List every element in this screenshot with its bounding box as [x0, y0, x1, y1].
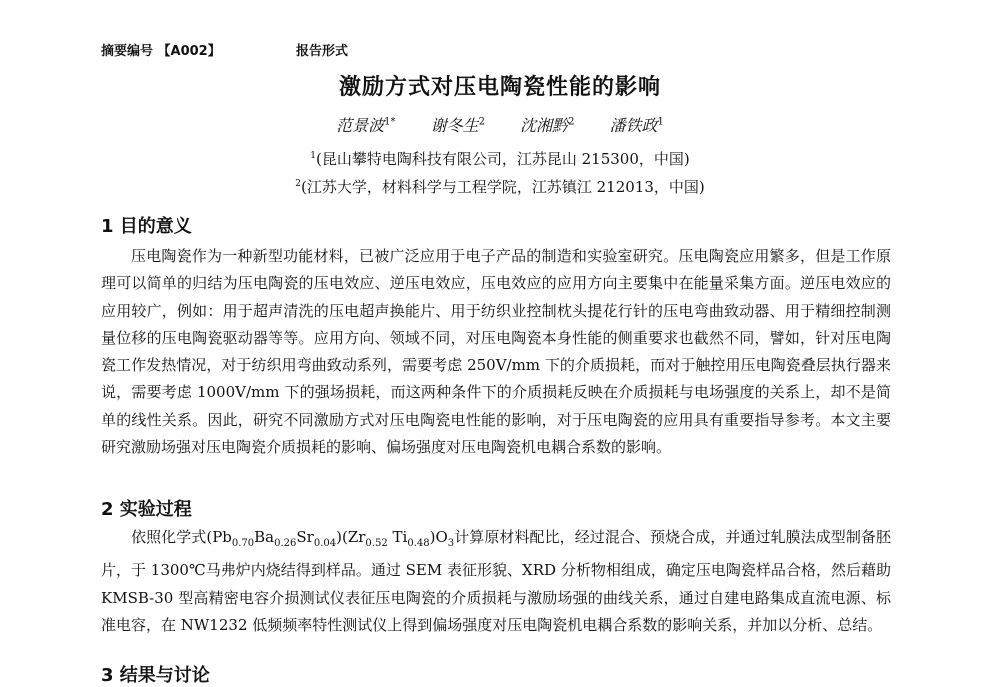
section-heading: 2 实验过程 — [101, 499, 192, 520]
affiliation: $^1$(昆山攀特电陶科技有限公司，江苏昆山 215300，中国) — [310, 150, 690, 168]
section-heading: 1 目的意义 — [101, 216, 192, 237]
section-heading: 3 结果与讨论 — [101, 665, 210, 686]
paper-title: 激励方式对压电陶瓷性能的影响 — [338, 75, 661, 100]
author-list — [0, 113, 1000, 136]
author: 潘铁政$^1$ — [609, 116, 664, 135]
author: 谢冬生$^2$ — [430, 116, 485, 135]
report-form: 报告形式 — [296, 44, 349, 59]
section-paragraph: 依照化学式$(Pb_{0.70}Ba_{0.26}Sr_{0.04})(Zr_{0.52}$ $Ti_{0.48})O_3$计算原材料配比，经过混合、预烧合成，并通过轧膜法成型制备胚片，于 1300℃马弗炉内烧结得到样品。通过 SEM 表征形貌、XRD 分析物相组成，确定压电陶瓷样品合格，然后藉助 KMSB-30 型高精密电容介损测试仪表征压电陶瓷的介质损耗与激励场强的曲线关系，通过自建电路集成直流电源、标准电容，在 NW1232 低频频率特性测试仪上得到偏场强度对压电陶瓷机电耦合系数的影响关系，并加以分析、总结。 — [101, 528, 891, 634]
author: 范景波$^{1*}$ — [336, 116, 396, 135]
section-paragraph: 压电陶瓷作为一种新型功能材料，已被广泛应用于电子产品的制造和实验室研究。压电陶瓷应用繁多，但是工作原理可以简单的归结为压电陶瓷的压电效应、逆压电效应，压电效应的应用方向主要集中在能量采集方面。逆压电效应的应用较广，例如：用于超声清洗的压电超声换能片、用于纺织业控制枕头提花行针的压电弯曲致动器、用于精细控制测量位移的压电陶瓷驱动器等等。应用方向、领域不同，对压电陶瓷本身性能的侧重要求也截然不同，譬如，针对压电陶瓷工作发热情况，对于纺织用弯曲致动系列，需要考虑 250V/mm 下的介质损耗，而对于触控用压电陶瓷叠层执行器来说，需要考虑 1000V/mm 下的强场损耗，而这两种条件下的介质损耗反映在介质损耗与电场强度的关系上，却不是简单的线性关系。因此，研究不同激励方式对压电陶瓷电性能的影响，对于压电陶瓷的应用具有重要指导参考。本文主要研究激励场强对压电陶瓷介质损耗的影响、偏场强度对压电陶瓷机电耦合系数的影响。 — [101, 247, 891, 457]
chemical-formula: $(Pb_{0.70}Ba_{0.26}Sr_{0.04})(Zr_{0.52}$ $Ti_{0.48})O_3$ — [206, 528, 455, 549]
abstract-meta — [101, 40, 349, 59]
author: 沈湘黔$^2$ — [520, 116, 575, 135]
affiliation: $^2$(江苏大学，材料科学与工程学院，江苏镇江 212013，中国) — [295, 178, 705, 196]
abstract-code: 摘要编号 【A002】 — [101, 44, 221, 59]
